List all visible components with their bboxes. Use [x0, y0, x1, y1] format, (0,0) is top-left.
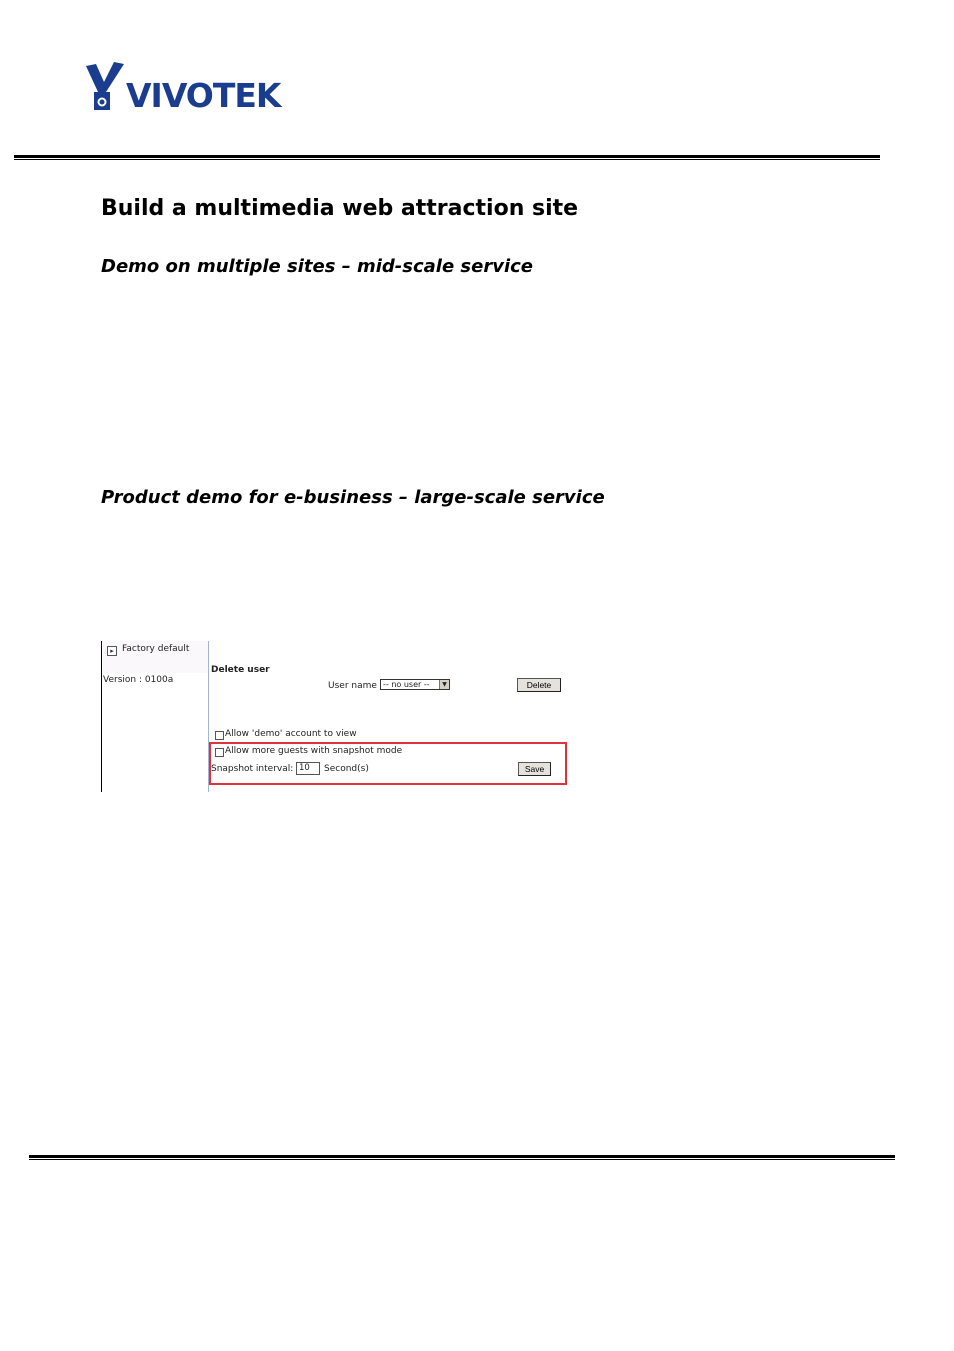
- subheading-large-scale: Product demo for e-business – large-scale service: [101, 487, 605, 508]
- username-label: User name: [328, 681, 377, 691]
- delete-button[interactable]: Delete: [517, 678, 561, 692]
- demo-account-checkbox[interactable]: [215, 731, 224, 740]
- vivotek-logo: [84, 60, 294, 116]
- sidebar-item-factory-default[interactable]: [103, 641, 209, 673]
- camera-logo-icon: [84, 60, 130, 112]
- config-sidebar: [101, 641, 209, 792]
- guests-snapshot-label: Allow more guests with snapshot mode: [225, 746, 403, 756]
- snapshot-interval-label: Snapshot interval:: [211, 764, 294, 774]
- delete-user-title: Delete user: [211, 665, 270, 675]
- guests-snapshot-checkbox[interactable]: [215, 748, 224, 757]
- chevron-down-icon: ▼: [439, 680, 449, 689]
- arrow-right-icon: ▸: [107, 646, 117, 656]
- top-divider: [14, 155, 880, 160]
- version-label: Version : 0100a: [103, 675, 174, 685]
- page-title: Build a multimedia web attraction site: [101, 196, 579, 221]
- save-button[interactable]: Save: [518, 762, 551, 776]
- embedded-config-screenshot: [101, 641, 571, 793]
- username-selected-value: -- no user --: [383, 680, 430, 689]
- logo-text: VIVOTEK: [126, 76, 281, 115]
- bottom-divider: [29, 1155, 895, 1160]
- demo-account-label: Allow 'demo' account to view: [225, 729, 357, 739]
- subheading-mid-scale: Demo on multiple sites – mid-scale service: [101, 256, 534, 277]
- factory-default-label: Factory default: [122, 644, 190, 654]
- snapshot-interval-input[interactable]: 10: [296, 762, 320, 775]
- username-select[interactable]: [380, 679, 450, 690]
- seconds-label: Second(s): [324, 764, 369, 774]
